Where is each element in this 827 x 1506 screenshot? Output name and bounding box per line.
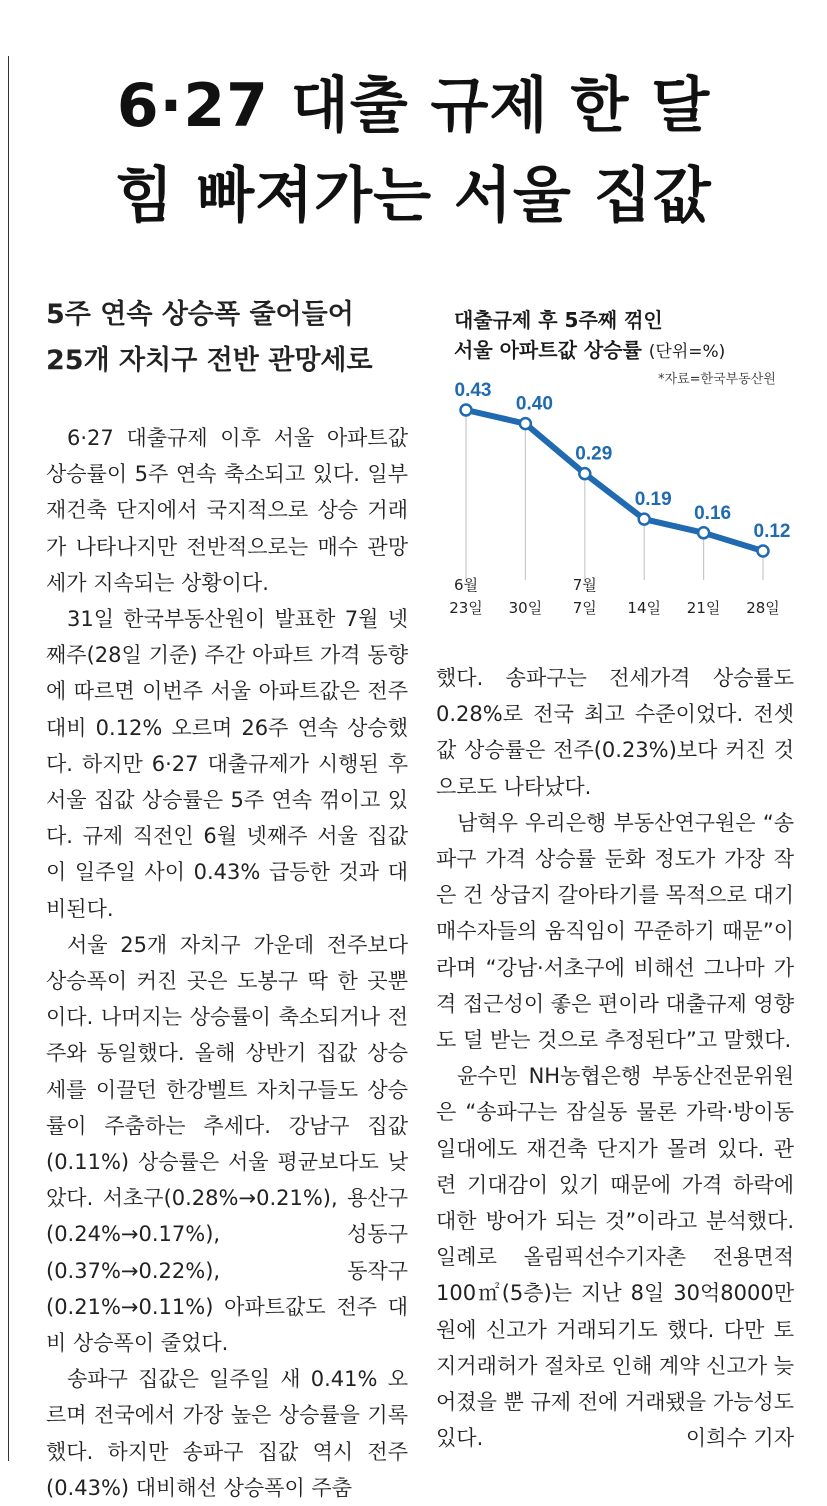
article-column-left: [46, 420, 408, 1506]
data-label: 0.16: [694, 502, 732, 524]
subheadline-line-2: 25개 자치구 전반 관망세로: [46, 345, 373, 376]
article-paragraph: 했다. 송파구는 전세가격 상승률도 0.28%로 전국 최고 수준이었다. 전셋값 상승률은 전주(0.23%)보다 커진 것으로도 나타났다.: [436, 666, 794, 799]
x-tick-label-month: 6월: [453, 576, 479, 594]
data-label: 0.40: [515, 393, 553, 415]
series-line: [466, 410, 763, 551]
x-tick-label-month: 7월: [572, 576, 597, 594]
column-rule: [8, 56, 9, 1461]
article-paragraph: 서울 25개 자치구 가운데 전주보다 상승폭이 커진 곳은 도봉구 딱 한 곳뿐이다. 나머지는 상승률이 축소되거나 전주와 동일했다. 올해 상반기 집값 상승세를 이끌던 한강벨트 자치구들도 상승률이 주춤하는 추세다. 강남구 집값(0.11%) 상승률은 서울 평균보다도 낮았다. 서초구(0.28%→0.21%), 용산구(0.24%→0.17%), 성동구(0.37%→0.22%), 동작구(0.21%→0.11%) 아파트값도 전주 대비 상승폭이 줄었다.: [46, 932, 408, 1356]
x-tick-label: 30일: [508, 599, 543, 617]
article-paragraph: 윤수민 NH농협은행 부동산전문위원은 “송파구는 잠실동 물론 가락·방이동 일대에도 재건축 단지가 몰려 있다. 관련 기대감이 있기 때문에 가격 하락에 대한 방어가 되는 것”이라고 분석했다. 일례로 올림픽선수기자촌 전용면적 100㎡(5층)는 지난 8일 30억8000만원에 신고가 거래되기도 했다. 다만 토지거래허가 절차로 인해 계약 신고가 늦어졌을 뿐 규제 전에 거래됐을 가능성도 있다. 이희수 기자: [436, 1058, 794, 1456]
data-point: [461, 405, 472, 416]
data-label: 0.19: [634, 489, 672, 511]
data-label: 0.43: [454, 380, 492, 401]
x-tick-label: 14일: [627, 599, 661, 617]
x-tick-label: 21일: [686, 599, 721, 617]
headline-line-2: 힘 빠져가는 서울 집값: [115, 161, 712, 231]
byline: 이희수 기자: [685, 1426, 794, 1451]
data-point: [698, 527, 709, 538]
headline-line-1: 6·27 대출 규제 한 달: [116, 71, 711, 141]
article-paragraph: 남혁우 우리은행 부동산연구원은 “송파구 가격 상승률 둔화 정도가 가장 작은 건 상급지 갈아타기를 목적으로 대기 매수자들의 움직임이 꾸준하기 때문”이라며 “강남·서초구에 비해선 그나마 가격 접근성이 좋은 편이라 대출규제 영향도 덜 받는 것으로 추정된다”고 말했다.: [436, 810, 794, 1053]
line-chart: [436, 380, 796, 630]
data-point: [520, 418, 531, 429]
x-tick-label: 28일: [746, 599, 780, 617]
x-tick-label: 23일: [449, 599, 483, 617]
data-point: [639, 514, 650, 525]
data-point: [758, 546, 769, 557]
chart-unit: (단위=%): [648, 342, 726, 362]
chart-title-line-1: 대출규제 후 5주째 꺾인: [454, 308, 663, 332]
x-tick-label: 7일: [572, 599, 597, 617]
subheadline-line-1: 5주 연속 상승폭 줄어들어: [46, 299, 354, 330]
chart-source: *자료=한국부동산원: [658, 372, 776, 387]
data-label: 0.12: [753, 521, 791, 542]
article-paragraph: 31일 한국부동산원이 발표한 7월 넷째주(28일 기준) 주간 아파트 가격 동향에 따르면 이번주 서울 아파트값은 전주 대비 0.12% 오르며 26주 연속 상승했다. 하지만 6·27 대출규제가 시행된 후 서울 집값 상승률은 5주 연속 꺾이고 있다. 규제 직전인 6월 넷째주 서울 집값이 일주일 사이 0.43% 급등한 것과 대비된다.: [46, 607, 408, 921]
article-paragraph: 6·27 대출규제 이후 서울 아파트값 상승률이 5주 연속 축소되고 있다. 일부 재건축 단지에서 국지적으로 상승 거래가 나타나지만 전반적으로는 매수 관망세가 지속되는 상황이다.: [46, 426, 408, 595]
chart-title-text: 서울 아파트값 상승률: [454, 338, 642, 362]
article-paragraph: 송파구 집값은 일주일 새 0.41% 오르며 전국에서 가장 높은 상승률을 기록했다. 하지만 송파구 집값 역시 전주(0.43%) 대비해선 상승폭이 주춤: [46, 1367, 408, 1500]
data-label: 0.29: [575, 443, 613, 465]
data-point: [579, 468, 590, 479]
article-column-right: [436, 660, 794, 1456]
chart-title-line-2: [454, 334, 725, 363]
